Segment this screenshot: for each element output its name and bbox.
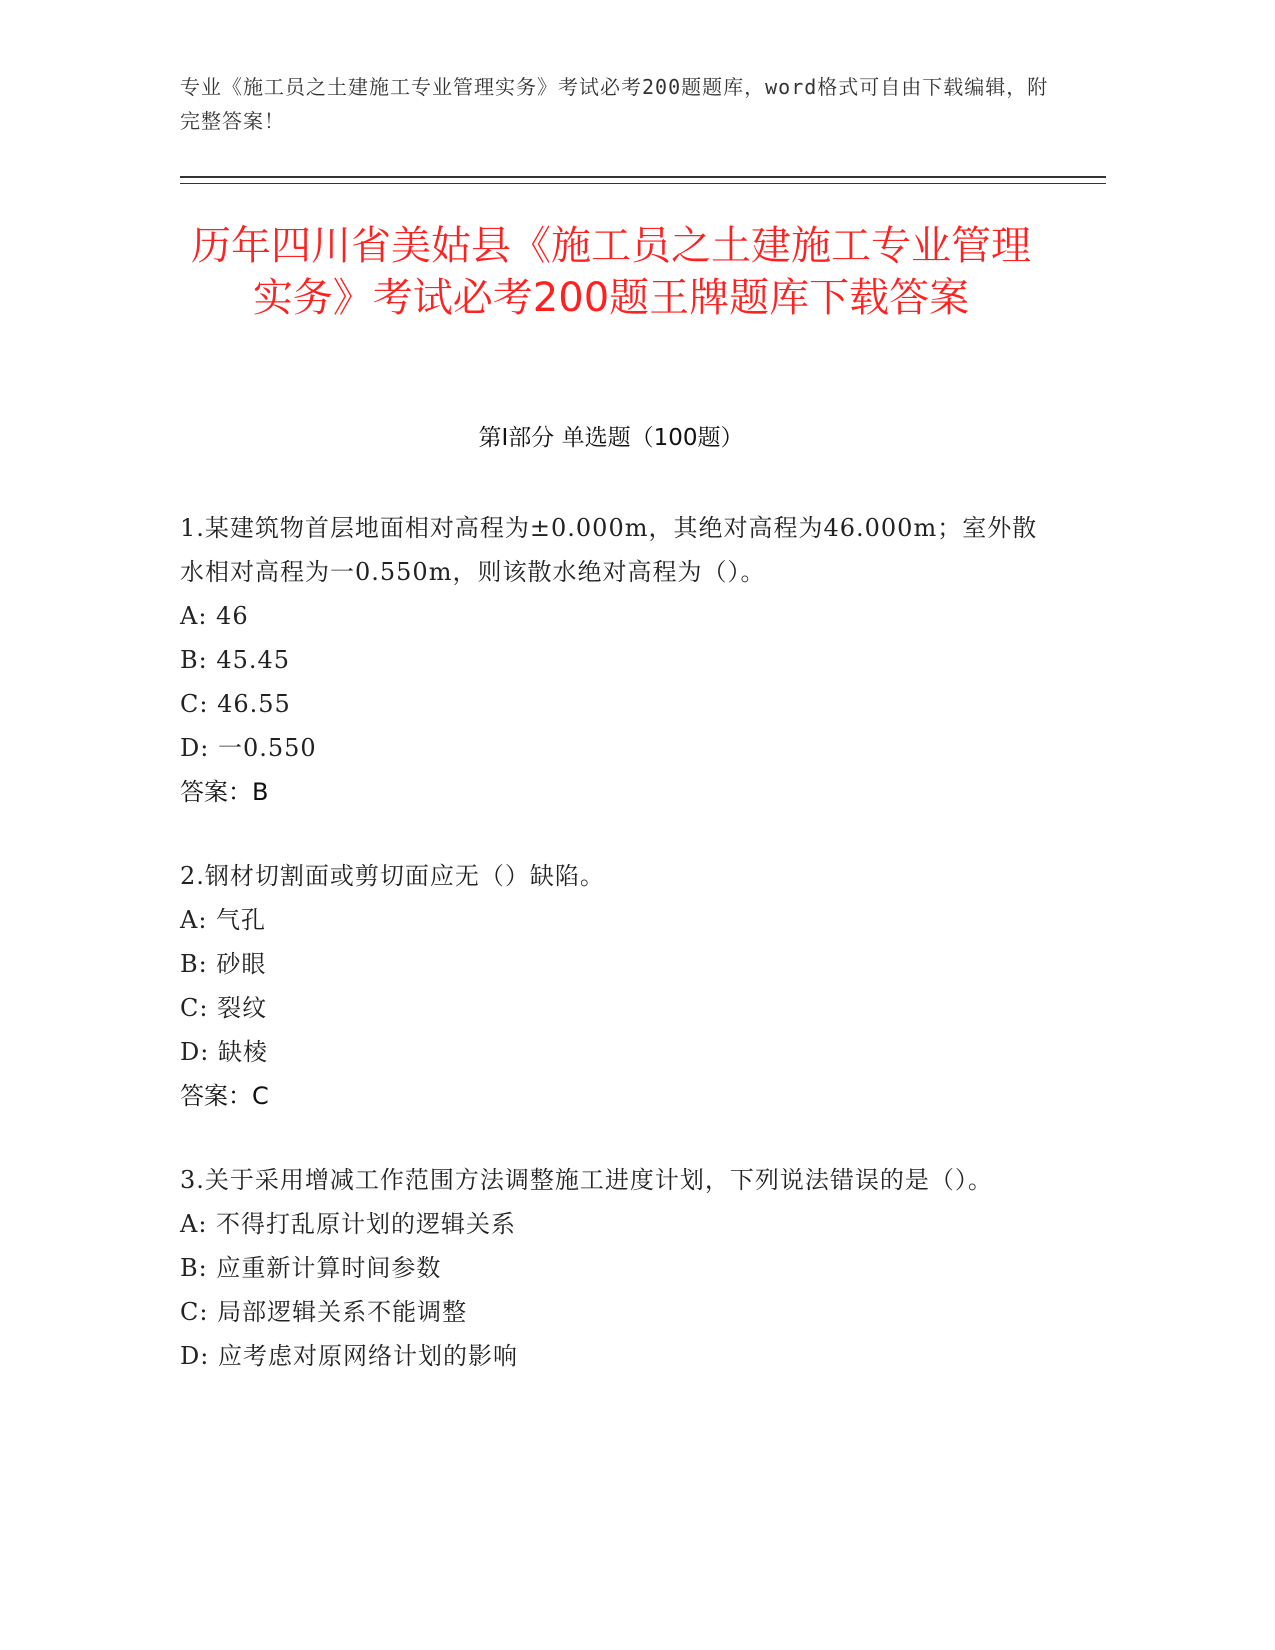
option-a: A: 46 bbox=[180, 602, 249, 630]
document-title: 历年四川省美姑县《施工员之土建施工专业管理实务》考试必考200题王牌题库下载答案 bbox=[191, 223, 1031, 321]
option-b: B: 砂眼 bbox=[180, 950, 267, 978]
answer: 答案：C bbox=[180, 1082, 269, 1110]
question-3 bbox=[180, 1158, 1040, 1378]
option-a: A: 气孔 bbox=[180, 906, 267, 934]
header-divider-thick bbox=[180, 176, 1106, 178]
question-stem: 3.关于采用增减工作范围方法调整施工进度计划，下列说法错误的是（）。 bbox=[180, 1166, 993, 1194]
option-b: B: 应重新计算时间参数 bbox=[180, 1254, 442, 1282]
option-d: D: 应考虑对原网络计划的影响 bbox=[180, 1342, 518, 1370]
option-b: B: 45.45 bbox=[180, 646, 291, 674]
option-d: D: 缺棱 bbox=[180, 1038, 268, 1066]
section-heading: 第Ⅰ部分 单选题（100题） bbox=[478, 425, 744, 451]
question-list bbox=[180, 506, 1040, 1418]
question-1 bbox=[180, 506, 1040, 814]
question-stem: 1.某建筑物首层地面相对高程为±0.000m，其绝对高程为46.000m；室外散水相对高程为一0.550m，则该散水绝对高程为（）。 bbox=[180, 514, 1038, 586]
question-stem: 2.钢材切割面或剪切面应无（）缺陷。 bbox=[180, 862, 605, 890]
option-c: C: 裂纹 bbox=[180, 994, 268, 1022]
option-a: A: 不得打乱原计划的逻辑关系 bbox=[180, 1210, 517, 1238]
header-divider-thin bbox=[180, 183, 1106, 184]
option-d: D: 一0.550 bbox=[180, 734, 317, 762]
header-note: 专业《施工员之土建施工专业管理实务》考试必考200题题库，word格式可自由下载编辑，附完整答案！ bbox=[180, 75, 1049, 133]
answer: 答案：B bbox=[180, 778, 269, 806]
question-2 bbox=[180, 854, 1040, 1118]
option-c: C: 局部逻辑关系不能调整 bbox=[180, 1298, 468, 1326]
option-c: C: 46.55 bbox=[180, 690, 291, 718]
